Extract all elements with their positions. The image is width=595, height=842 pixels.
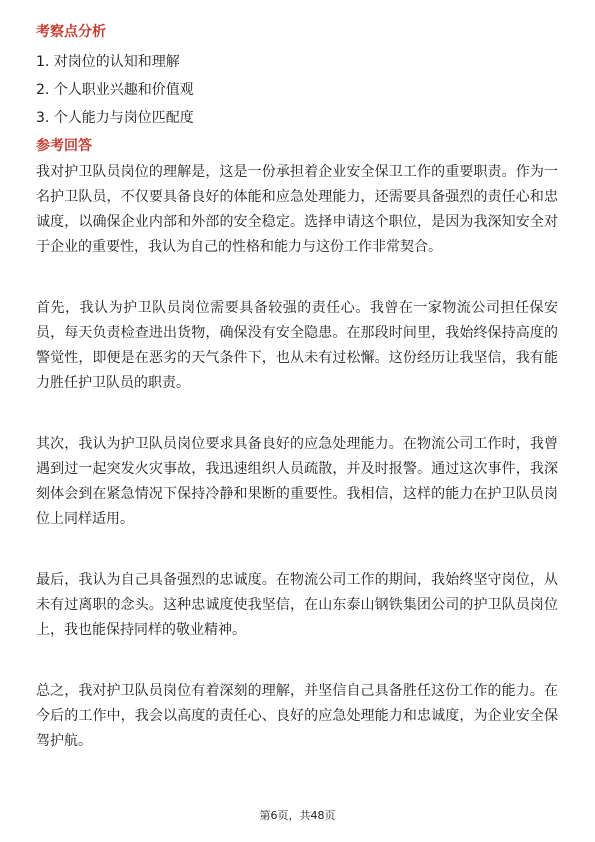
- answer-paragraph: 最后，我认为自己具备强烈的忠诚度。在物流公司工作的期间，我始终坚守岗位，从未有过离职的念头。这种忠诚度使我坚信，在山东泰山钢铁集团公司的护卫队员岗位上，我也能保持同样的敬业精神。: [36, 572, 558, 638]
- analysis-points-list: [36, 52, 558, 128]
- answer-paragraph: 首先，我认为护卫队员岗位需要具备较强的责任心。我曾在一家物流公司担任保安员，每天负责检查进出货物，确保没有安全隐患。在那段时间里，我始终保持高度的警觉性，即便是在恶劣的天气条件下，也从未有过松懈。这份经历让我坚信，我有能力胜任护卫队员的职责。: [36, 300, 558, 391]
- answer-paragraph: 我对护卫队员岗位的理解是，这是一份承担着企业安全保卫工作的重要职责。作为一名护卫队员，不仅要具备良好的体能和应急处理能力，还需要具备强烈的责任心和忠诚度，以确保企业内部和外部的安全稳定。选择申请这个职位，是因为我深知安全对于企业的重要性，我认为自己的性格和能力与这份工作非常契合。: [36, 164, 558, 255]
- answer-body: [36, 160, 558, 754]
- page-content: [36, 22, 558, 754]
- analysis-point: 2. 个人职业兴趣和价值观: [36, 82, 194, 98]
- answer-heading: 参考回答: [36, 138, 92, 154]
- analysis-heading: 考察点分析: [36, 24, 106, 40]
- analysis-point: 3. 个人能力与岗位匹配度: [36, 110, 194, 126]
- answer-paragraph: 其次，我认为护卫队员岗位要求具备良好的应急处理能力。在物流公司工作时，我曾遇到过一起突发火灾事故，我迅速组织人员疏散，并及时报警。通过这次事件，我深刻体会到在紧急情况下保持冷静和果断的重要性。我相信，这样的能力在护卫队员岗位上同样适用。: [36, 436, 558, 527]
- answer-paragraph: 总之，我对护卫队员岗位有着深刻的理解，并坚信自己具备胜任这份工作的能力。在今后的工作中，我会以高度的责任心、良好的应急处理能力和忠诚度，为企业安全保驾护航。: [36, 683, 558, 749]
- page-number-footer: 第6页，共48页: [259, 809, 336, 822]
- analysis-point: 1. 对岗位的认知和理解: [36, 54, 180, 70]
